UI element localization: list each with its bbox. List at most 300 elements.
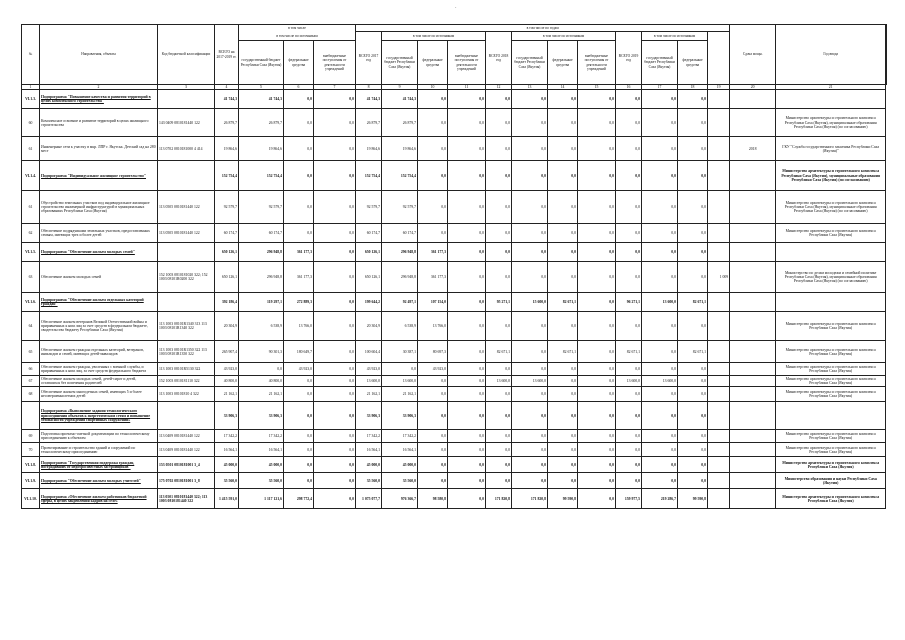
cell-code xyxy=(158,402,215,430)
header-extrabudget: внебюджетные поступления от деятельности учреждений xyxy=(314,41,356,85)
column-number: 13 xyxy=(512,85,548,90)
cell-fed17: 0,0 xyxy=(418,161,448,191)
header-power: Сдача мощн. xyxy=(730,25,776,85)
subprogram-row xyxy=(22,161,887,191)
cell-name: Подпрограмма "Обеспечение жильем молодых семей" xyxy=(40,243,158,262)
cell-total: 21 162,1 xyxy=(215,387,239,402)
cell-year xyxy=(730,363,776,376)
cell-sb19: 0,0 xyxy=(642,137,678,161)
cell-year xyxy=(730,191,776,224)
cell-sb18: 0,0 xyxy=(512,109,548,137)
cell-sb18: 15 600,0 xyxy=(512,293,548,312)
cell-eb: 0,0 xyxy=(314,443,356,457)
cell-total: 43 923,0 xyxy=(215,363,239,376)
cell-name: Обеспечение подрядчиками земельных участков, предоставленных семьям, имеющих трех и более детей xyxy=(40,224,158,243)
cell-t17: 16 564,1 xyxy=(356,443,382,457)
cell-eb: 0,0 xyxy=(314,402,356,430)
cell-customer: Министерство архитектуры и строительного комплекса Республики Саха (Якутия), муниципальные образования Республики Саха (Якутия) (по согласованию) xyxy=(776,161,886,191)
cell-fed17: 0,0 xyxy=(418,430,448,443)
cell-t18: 0,0 xyxy=(486,430,512,443)
header-state-budget: государственный бюджет Республики Саха (Якутия) xyxy=(239,41,284,85)
cell-sb: 19 864,6 xyxy=(239,137,284,161)
cell-t19: 0,0 xyxy=(616,137,642,161)
cell-eb17: 0,0 xyxy=(448,457,486,473)
subprogram-row xyxy=(22,402,887,430)
cell-fed: 13 766,0 xyxy=(284,312,314,341)
cell-t17: 19 864,6 xyxy=(356,137,382,161)
cell-t17: 45 000,0 xyxy=(356,457,382,473)
cell-eb18: 0,0 xyxy=(578,376,616,387)
subprogram-row xyxy=(22,473,887,489)
cell-eb: 0,0 xyxy=(314,224,356,243)
cell-power xyxy=(708,341,730,363)
cell-name: Подготовка проектно-сметной документации по технологическому присоединению к объектам xyxy=(40,430,158,443)
cell-customer: Министерство архитектуры и строительного комплекса Республики Саха (Якутия) xyxy=(776,224,886,243)
cell-eb17: 0,0 xyxy=(448,137,486,161)
cell-eb17: 0,0 xyxy=(448,312,486,341)
cell-sb18: 0,0 xyxy=(512,341,548,363)
cell-fed19: 0,0 xyxy=(678,224,708,243)
cell-t19: 0,0 xyxy=(616,224,642,243)
cell-eb18: 0,0 xyxy=(578,473,616,489)
cell-fed: 0,0 xyxy=(284,161,314,191)
cell-sb: 41 744,3 xyxy=(239,90,284,109)
cell-t17: 21 162,1 xyxy=(356,387,382,402)
cell-fed17: 0,0 xyxy=(418,473,448,489)
cell-fed17: 361 177,3 xyxy=(418,262,448,293)
cell-eb18: 0,0 xyxy=(578,387,616,402)
cell-sb19: 0,0 xyxy=(642,402,678,430)
cell-power xyxy=(708,443,730,457)
cell-year xyxy=(730,387,776,402)
cell-sb18: 0,0 xyxy=(512,387,548,402)
cell-fed: 0,0 xyxy=(284,430,314,443)
column-number: 18 xyxy=(678,85,708,90)
cell-name: Подпрограмма "Обеспечение жильем молодых учителей" xyxy=(40,473,158,489)
cell-fed19: 0,0 xyxy=(678,191,708,224)
cell-t19: 0,0 xyxy=(616,312,642,341)
cell-t18: 0,0 xyxy=(486,262,512,293)
cell-total: 41 744,3 xyxy=(215,90,239,109)
cell-code: 113 1003 08101R5130 322 xyxy=(158,363,215,376)
header-y2017: ВСЕГО 2017 год xyxy=(356,32,382,85)
cell-fed18: 0,0 xyxy=(548,473,578,489)
cell-sb17: 33 906,3 xyxy=(382,402,418,430)
header-entry: Год ввода xyxy=(776,25,886,85)
cell-code: 153 0501 0810181001 3_4 xyxy=(158,457,215,473)
cell-name: Обеспечение жильем многодетных семей, имеющих 5 и более несовершеннолетних детей xyxy=(40,387,158,402)
subprogram-row xyxy=(22,293,887,312)
cell-sb: 21 162,1 xyxy=(239,387,284,402)
cell-eb18: 0,0 xyxy=(578,341,616,363)
cell-t17: 199 644,2 xyxy=(356,293,382,312)
cell-code: 152 1003 0810181110 322 xyxy=(158,376,215,387)
cell-year xyxy=(730,224,776,243)
column-number: 9 xyxy=(382,85,418,90)
cell-eb: 0,0 xyxy=(314,109,356,137)
cell-name: Обеспечение жильем молодых семей xyxy=(40,262,158,293)
table-body xyxy=(22,85,887,509)
column-number: 15 xyxy=(578,85,616,90)
cell-sb17: 976 366,7 xyxy=(382,489,418,509)
cell-fed19: 0,0 xyxy=(678,473,708,489)
cell-fed18: 0,0 xyxy=(548,363,578,376)
cell-fed17: 80 697,3 xyxy=(418,341,448,363)
cell-code: 143 0409 0810181440 122 xyxy=(158,109,215,137)
cell-fed18: 0,0 xyxy=(548,457,578,473)
cell-sb19: 0,0 xyxy=(642,341,678,363)
cell-name: Обеспечение жильем молодых семей, детей-сирот и детей, оставшихся без попечения родителей xyxy=(40,376,158,387)
cell-power xyxy=(708,224,730,243)
cell-eb: 0,0 xyxy=(314,243,356,262)
cell-sb17: 19 864,6 xyxy=(382,137,418,161)
cell-eb: 0,0 xyxy=(314,312,356,341)
cell-fed18: 0,0 xyxy=(548,376,578,387)
cell-year xyxy=(730,457,776,473)
cell-year xyxy=(730,402,776,430)
cell-t17: 60 174,7 xyxy=(356,224,382,243)
cell-num: 69 xyxy=(22,430,40,443)
cell-eb17: 0,0 xyxy=(448,293,486,312)
cell-fed19: 0,0 xyxy=(678,430,708,443)
cell-customer xyxy=(776,90,886,109)
cell-customer: Министерство архитектуры и строительного комплекса Республики Саха (Якутия) xyxy=(776,387,886,402)
cell-sb: 16 564,1 xyxy=(239,443,284,457)
cell-t17: 26 879,7 xyxy=(356,109,382,137)
cell-total: 19 864,6 xyxy=(215,137,239,161)
cell-fed17: 0,0 xyxy=(418,191,448,224)
cell-eb17: 0,0 xyxy=(448,224,486,243)
cell-customer: Министерство архитектуры и строительного комплекса Республики Саха (Якутия) xyxy=(776,457,886,473)
cell-power xyxy=(708,376,730,387)
cell-eb: 0,0 xyxy=(314,161,356,191)
cell-power xyxy=(708,387,730,402)
cell-fed19: 82 671,1 xyxy=(678,293,708,312)
cell-sb: 45 000,0 xyxy=(239,457,284,473)
cell-sb18: 0,0 xyxy=(512,312,548,341)
cell-t19: 0,0 xyxy=(616,443,642,457)
cell-total: 33 906,3 xyxy=(215,402,239,430)
cell-sb18: 0,0 xyxy=(512,402,548,430)
cell-power xyxy=(708,430,730,443)
cell-year xyxy=(730,312,776,341)
cell-t18: 82 671,1 xyxy=(486,341,512,363)
cell-sb19: 0,0 xyxy=(642,262,678,293)
cell-customer: Министерство архитектуры и строительного комплекса Республики Саха (Якутия) xyxy=(776,312,886,341)
cell-power xyxy=(708,243,730,262)
header-name: Направления, объекты xyxy=(40,25,158,85)
cell-name: Подпрограмма "Повышение качества и развития территорий в целях комплексного строительства" xyxy=(40,90,158,109)
cell-sb18: 13 600,0 xyxy=(512,376,548,387)
cell-sb19: 0,0 xyxy=(642,191,678,224)
cell-t19: 82 671,1 xyxy=(616,341,642,363)
header-sb17: государственный бюджет Республики Саха (Якутия) xyxy=(382,41,418,85)
cell-fed17: 0,0 xyxy=(418,443,448,457)
cell-sb17: 92 497,1 xyxy=(382,293,418,312)
cell-fed: 0,0 xyxy=(284,457,314,473)
cell-num: 61 xyxy=(22,191,40,224)
cell-t19: 0,0 xyxy=(616,363,642,376)
cell-code xyxy=(158,293,215,312)
cell-sb18: 0,0 xyxy=(512,161,548,191)
header-by-year: в том числе по годам xyxy=(356,25,730,32)
cell-fed18: 0,0 xyxy=(548,312,578,341)
cell-eb18: 0,0 xyxy=(578,243,616,262)
cell-sb: 33 906,3 xyxy=(239,402,284,430)
cell-customer: ГКУ "Служба государственного заказчика Республики Саха (Якутия)" xyxy=(776,137,886,161)
cell-sb: 17 342,2 xyxy=(239,430,284,443)
cell-sb19: 0,0 xyxy=(642,430,678,443)
cell-name: Обеспечение жильем граждан, уволенных с военной службы, и приравненных к ним лиц, за счет средств федерального бюджета xyxy=(40,363,158,376)
cell-eb18: 0,0 xyxy=(578,262,616,293)
cell-total: 60 174,7 xyxy=(215,224,239,243)
cell-year xyxy=(730,90,776,109)
cell-t18: 0,0 xyxy=(486,137,512,161)
cell-name: Обустройство земельных участков под индивидуальное жилищное строительство инженерной инфраструктурой в муниципальных образованиях Республики Саха (Якутия) xyxy=(40,191,158,224)
header-eb18: внебюджетные поступления от деятельности учреждений xyxy=(578,41,616,85)
cell-t18: 0,0 xyxy=(486,312,512,341)
cell-eb: 0,0 xyxy=(314,376,356,387)
column-number: 16 xyxy=(616,85,642,90)
cell-name: Подпрограмма "Индивидуальное жилищное строительство" xyxy=(40,161,158,191)
cell-eb17: 0,0 xyxy=(448,443,486,457)
cell-sb17: 26 879,7 xyxy=(382,109,418,137)
cell-total: 92 579,7 xyxy=(215,191,239,224)
cell-year xyxy=(730,341,776,363)
cell-t18: 171 820,8 xyxy=(486,489,512,509)
cell-fed: 0,0 xyxy=(284,376,314,387)
cell-total: 45 000,0 xyxy=(215,457,239,473)
cell-t17: 41 744,3 xyxy=(356,90,382,109)
cell-eb17: 0,0 xyxy=(448,363,486,376)
cell-sb18: 0,0 xyxy=(512,224,548,243)
cell-total: 17 342,2 xyxy=(215,430,239,443)
cell-sb: 296 948,8 xyxy=(239,243,284,262)
cell-total: 1 415 591,0 xyxy=(215,489,239,509)
subprogram-row xyxy=(22,489,887,509)
cell-eb18: 0,0 xyxy=(578,312,616,341)
cell-fed: 0,0 xyxy=(284,402,314,430)
cell-name: Подпрограмма "Обеспечение жильем отдельных категорий граждан" xyxy=(40,293,158,312)
table-row xyxy=(22,341,887,363)
header-in-total: в том числе xyxy=(239,25,356,32)
column-number: 11 xyxy=(448,85,486,90)
cell-fed: 0,0 xyxy=(284,137,314,161)
cell-eb18: 0,0 xyxy=(578,161,616,191)
column-number: 5 xyxy=(239,85,284,90)
cell-eb17: 0,0 xyxy=(448,430,486,443)
cell-eb: 0,0 xyxy=(314,262,356,293)
cell-eb: 0,0 xyxy=(314,363,356,376)
header-source-total: в том числе по источникам xyxy=(239,32,356,41)
cell-t19: 0,0 xyxy=(616,473,642,489)
cell-fed19: 0,0 xyxy=(678,161,708,191)
header-y2018: ВСЕГО 2018 год xyxy=(486,32,512,85)
cell-t18: 0,0 xyxy=(486,90,512,109)
cell-num: 67 xyxy=(22,376,40,387)
cell-power xyxy=(708,363,730,376)
header-total: ВСЕГО на 2017-2019 гг. xyxy=(215,25,239,85)
cell-eb18: 0,0 xyxy=(578,363,616,376)
cell-sb19: 0,0 xyxy=(642,473,678,489)
cell-sb19: 0,0 xyxy=(642,109,678,137)
cell-fed19: 0,0 xyxy=(678,387,708,402)
cell-t17: 650 126,1 xyxy=(356,262,382,293)
cell-code: 113 1003 08101R1350 322 113 1003 08101R1350 322 xyxy=(158,341,215,363)
cell-power xyxy=(708,137,730,161)
cell-eb: 0,0 xyxy=(314,430,356,443)
cell-t18: 0,0 xyxy=(486,243,512,262)
cell-sb19: 0,0 xyxy=(642,224,678,243)
cell-eb: 0,0 xyxy=(314,191,356,224)
cell-customer: Министерство архитектуры и строительного комплекса Республики Саха (Якутия) xyxy=(776,363,886,376)
cell-t17: 35 560,0 xyxy=(356,473,382,489)
cell-sb18: 0,0 xyxy=(512,363,548,376)
cell-fed: 0,0 xyxy=(284,443,314,457)
cell-customer: Министерство архитектуры и строительного комплекса Республики Саха (Якутия) xyxy=(776,489,886,509)
cell-eb: 0,0 xyxy=(314,473,356,489)
header-fed19: федеральные средства xyxy=(678,41,708,85)
cell-num: 66 xyxy=(22,363,40,376)
cell-eb17: 0,0 xyxy=(448,161,486,191)
cell-sb19: 0,0 xyxy=(642,457,678,473)
cell-num: 68 xyxy=(22,387,40,402)
cell-customer xyxy=(776,402,886,430)
cell-t19: 0,0 xyxy=(616,387,642,402)
cell-fed19: 0,0 xyxy=(678,137,708,161)
cell-fed17: 0,0 xyxy=(418,457,448,473)
cell-eb17: 0,0 xyxy=(448,191,486,224)
cell-sb18: 0,0 xyxy=(512,137,548,161)
column-number: 3 xyxy=(158,85,215,90)
cell-fed17: 0,0 xyxy=(418,137,448,161)
column-number: 12 xyxy=(486,85,512,90)
cell-sb18: 0,0 xyxy=(512,473,548,489)
cell-sb: 0,0 xyxy=(239,363,284,376)
table-row xyxy=(22,191,887,224)
cell-year xyxy=(730,443,776,457)
column-number: 1 xyxy=(22,85,40,90)
cell-fed: 0,0 xyxy=(284,224,314,243)
cell-sb18: 0,0 xyxy=(512,457,548,473)
cell-eb18: 0,0 xyxy=(578,443,616,457)
cell-total: 26 879,7 xyxy=(215,109,239,137)
header-num: № xyxy=(22,25,40,85)
cell-t19: 0,0 xyxy=(616,243,642,262)
table-row xyxy=(22,262,887,293)
cell-sb: 1 117 121,6 xyxy=(239,489,284,509)
subprogram-row xyxy=(22,243,887,262)
header-eb17: внебюджетные поступления от деятельности учреждений xyxy=(448,41,486,85)
cell-sb17: 6 538,9 xyxy=(382,312,418,341)
cell-fed18: 0,0 xyxy=(548,224,578,243)
cell-t17: 43 923,0 xyxy=(356,363,382,376)
cell-t18: 0,0 xyxy=(486,224,512,243)
cell-power xyxy=(708,489,730,509)
cell-t19: 0,0 xyxy=(616,109,642,137)
cell-fed: 0,0 xyxy=(284,90,314,109)
cell-name: Подпрограмма «Выполнение задания технологического присоединения объектов к энергетическим сетям и повышение безопасности учреждения спортивных сооружений» xyxy=(40,402,158,430)
cell-fed17: 0,0 xyxy=(418,376,448,387)
column-number: 10 xyxy=(418,85,448,90)
cell-sb19: 219 286,7 xyxy=(642,489,678,509)
cell-total: 20 304,9 xyxy=(215,312,239,341)
cell-fed: 180 649,7 xyxy=(284,341,314,363)
cell-sb19: 0,0 xyxy=(642,387,678,402)
column-number: 14 xyxy=(548,85,578,90)
cell-t18: 0,0 xyxy=(486,457,512,473)
cell-fed: 0,0 xyxy=(284,473,314,489)
cell-eb18: 0,0 xyxy=(578,191,616,224)
cell-sb: 26 879,7 xyxy=(239,109,284,137)
cell-fed: 298 772,4 xyxy=(284,489,314,509)
cell-sb18: 0,0 xyxy=(512,243,548,262)
cell-eb: 0,0 xyxy=(314,489,356,509)
cell-customer: Министерство архитектуры и строительного комплекса Республики Саха (Якутия), муниципальные образования Республики Саха (Якутия) (по согласованию) xyxy=(776,191,886,224)
cell-code: 113 0702 0810181000 4 414 xyxy=(158,137,215,161)
cell-fed18: 82 671,1 xyxy=(548,341,578,363)
cell-code: 113 0409 0810181440 122 xyxy=(158,443,215,457)
cell-fed18: 0,0 xyxy=(548,90,578,109)
cell-eb18: 0,0 xyxy=(578,137,616,161)
cell-sb: 60 174,7 xyxy=(239,224,284,243)
cell-sb: 90 301,3 xyxy=(239,341,284,363)
cell-eb17: 0,0 xyxy=(448,473,486,489)
cell-t19: 0,0 xyxy=(616,430,642,443)
cell-fed18: 0,0 xyxy=(548,262,578,293)
cell-eb: 0,0 xyxy=(314,90,356,109)
cell-eb18: 0,0 xyxy=(578,430,616,443)
cell-sb19: 0,0 xyxy=(642,443,678,457)
cell-name: Инженерные сети к участку в мкр. ЛПР г. Якутска. Детский сад на 280 мест xyxy=(40,137,158,161)
cell-sb18: 0,0 xyxy=(512,90,548,109)
cell-t17: 650 126,1 xyxy=(356,243,382,262)
cell-fed18: 0,0 xyxy=(548,430,578,443)
cell-t18: 0,0 xyxy=(486,363,512,376)
cell-sb18: 0,0 xyxy=(512,430,548,443)
cell-fed19: 0,0 xyxy=(678,363,708,376)
page-mark: · xyxy=(455,6,457,11)
cell-fed17: 0,0 xyxy=(418,90,448,109)
column-number: 20 xyxy=(730,85,776,90)
cell-year xyxy=(730,109,776,137)
cell-total: 35 560,0 xyxy=(215,473,239,489)
cell-power: 1 009 xyxy=(708,262,730,293)
cell-code: 113 0505 0810181440 122 xyxy=(158,191,215,224)
table-row xyxy=(22,312,887,341)
cell-t19: 0,0 xyxy=(616,90,642,109)
cell-code xyxy=(158,161,215,191)
cell-t18: 13 600,0 xyxy=(486,376,512,387)
cell-code xyxy=(158,90,215,109)
cell-sb17: 45 000,0 xyxy=(382,457,418,473)
cell-t19: 0,0 xyxy=(616,402,642,430)
cell-name: Проектирование и строительство зданий и сооружений по технологическому присоединению xyxy=(40,443,158,457)
cell-num: 61 xyxy=(22,137,40,161)
cell-num: VI.1.9. xyxy=(22,473,40,489)
cell-t17: 13 600,0 xyxy=(356,376,382,387)
cell-total: 650 126,1 xyxy=(215,243,239,262)
cell-fed19: 0,0 xyxy=(678,262,708,293)
cell-customer: Министерство архитектуры и строительного комплекса Республики Саха (Якутия) xyxy=(776,341,886,363)
budget-table xyxy=(21,24,887,509)
cell-code xyxy=(158,243,215,262)
cell-t19: 0,0 xyxy=(616,191,642,224)
cell-sb19: 13 600,0 xyxy=(642,293,678,312)
cell-name: Комплексное освоение и развитие территорий в целях жилищного строительства xyxy=(40,109,158,137)
cell-sb17: 92 579,7 xyxy=(382,191,418,224)
cell-code: 113 0505 0810181440 122 xyxy=(158,224,215,243)
